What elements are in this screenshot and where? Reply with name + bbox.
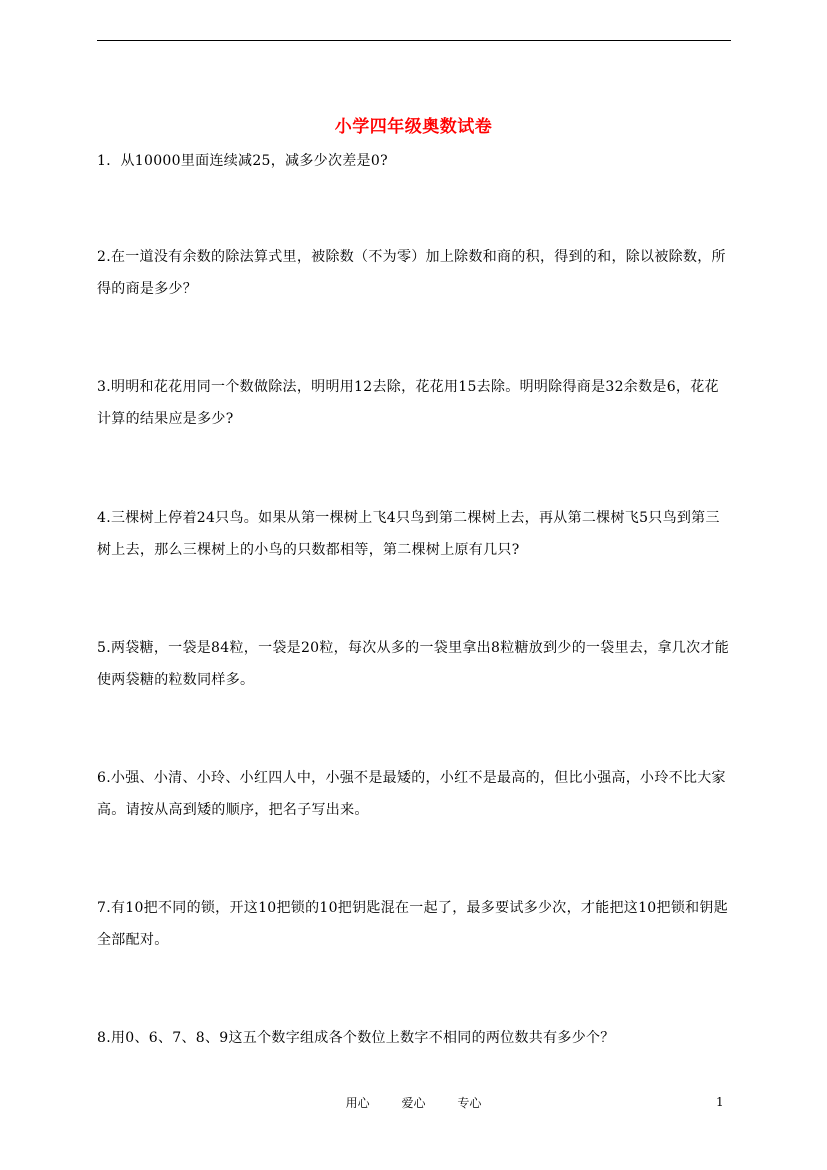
footer-item-aixin: 爱心 [401,1096,426,1110]
question-8: 8.用0、6、7、8、9这五个数字组成各个数位上数字不相同的两位数共有多少个？ [97,1030,615,1046]
question-7: 7.有10把不同的锁，开这10把锁的10把钥匙混在一起了，最多要试多少次，才能把这10把锁和钥匙全部配对。 [97,900,729,948]
page-title: 小学四年级奥数试卷 [334,117,493,137]
footer-item-yongxin: 用心 [345,1096,370,1110]
question-6: 6.小强、小清、小玲、小红四人中，小强不是最矮的，小红不是最高的，但比小强高，小玲不比大家高。请按从高到矮的顺序，把名子写出来。 [97,770,726,818]
question-3: 3.明明和花花用同一个数做除法，明明用12去除，花花用15去除。明明除得商是32余数是6，花花计算的结果应是多少? [97,379,719,427]
footer [0,1094,827,1111]
question-4: 4.三棵树上停着24只鸟。如果从第一棵树上飞4只鸟到第二棵树上去，再从第二棵树飞5只鸟到第三树上去，那么三棵树上的小鸟的只数都相等，第二棵树上原有几只? [97,510,720,558]
page-number: 1 [716,1095,724,1109]
footer-item-zhuanxin: 专心 [457,1096,482,1110]
question-5: 5.两袋糖，一袋是84粒，一袋是20粒，每次从多的一袋里拿出8粒糖放到少的一袋里去，拿几次才能使两袋糖的粒数同样多。 [97,640,729,688]
question-1: 1．从10000里面连续减25，减多少次差是0? [97,153,388,169]
question-2: 2.在一道没有余数的除法算式里，被除数（不为零）加上除数和商的积，得到的和，除以被除数，所得的商是多少？ [97,249,726,297]
header-rule [97,40,731,41]
